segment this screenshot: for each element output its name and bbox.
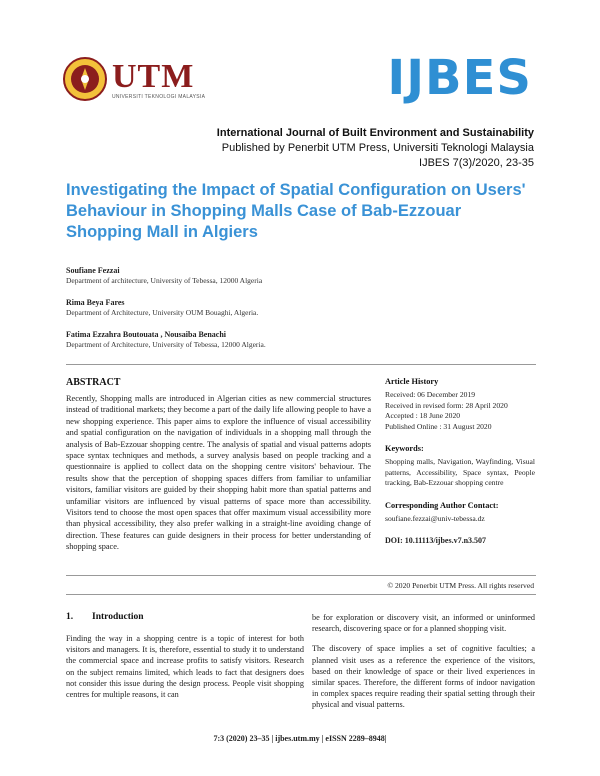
abstract-heading: ABSTRACT [66, 377, 121, 388]
author-name: Soufiane Fezzai [66, 266, 120, 275]
keywords-heading: Keywords: [385, 444, 424, 454]
contact-block [385, 501, 535, 525]
history-revised: Received in revised form: 28 April 2020 [385, 400, 508, 410]
section-number: 1. [66, 612, 74, 622]
body-column-left [66, 633, 304, 700]
doi-label: DOI: [385, 536, 403, 546]
body-column-right [312, 612, 535, 720]
abstract-text: Recently, Shopping malls are introduced in Algerian cities as new commercial structures instead of traditional markets; they become a part of the daily life allowing people to have a new shopping experience. This paper aims to explore the influence of visual accessibility and spatial configuration on the navigation of individuals in a shopping mall through the analysis of Bab-Ezzouar shopping centre. The analysis of spatial and visual patterns adopts space syntax techniques and methods, a survey analysis based on people tracking and a questionnaire is applied to collect data on the shopping centre visitors' behaviour. The results show that the perception of shopping spaces differs from familiar to unfamiliar visitors, familiar visitors are guided by their shopping habit more than spatial patterns and unfamiliar visitors are influenced by visual patterns of space more than accessibility. Visitors tend to choose the most open spaces that offer maximum visual accessibility more than physical accessibility, they also prefer walking in a straight-line avoiding change of direction. These features can guide designers in their process for better understanding of shopping space. [66, 394, 371, 552]
publisher-line: Published by Penerbit UTM Press, Universiti Teknologi Malaysia [221, 142, 534, 154]
author-affiliation: Department of Architecture, University of Tebessa, 12000 Algeria. [66, 340, 266, 349]
journal-meta [217, 126, 534, 171]
divider-copyright [66, 575, 536, 576]
author-entry [66, 330, 536, 350]
author-name: Fatima Ezzahra Boutouata , Nousaiba Benachi [66, 330, 227, 339]
author-entry [66, 266, 536, 286]
history-received: Received: 06 December 2019 [385, 390, 476, 400]
copyright-notice: © 2020 Penerbit UTM Press. All rights reserved [387, 581, 534, 590]
body-paragraph: The discovery of space implies a set of cognitive faculties; a planned visit uses as a reference the experience of the visitors, based on their knowledge of space or their lived experiences in similar spaces. Therefore, the different forms of indoor navigation in complex spaces require reading their spatial setting through their physical and visual patterns. [312, 644, 535, 710]
utm-logo-subtext: UNIVERSITI TEKNOLOGI MALAYSIA [112, 94, 206, 100]
contact-email-link[interactable]: soufiane.fezzai@univ-tebessa.dz [385, 514, 485, 524]
history-accepted: Accepted : 18 June 2020 [385, 411, 461, 421]
utm-seal-icon [62, 56, 108, 102]
keywords-text: Shopping malls, Navigation, Wayfinding, Visual patterns, Accessibility, Space syntax, People tracking, Bab-Ezzouar shopping centre [385, 457, 535, 488]
utm-logo [62, 56, 206, 106]
article-history [385, 377, 535, 432]
author-list [66, 266, 536, 362]
divider-bottom [66, 594, 536, 595]
author-name: Rima Beya Fares [66, 298, 125, 307]
doi-link[interactable]: 10.11113/ijbes.v7.n3.507 [404, 536, 487, 546]
author-affiliation: Department of architecture, University of Tebessa, 12000 Algeria [66, 276, 263, 285]
utm-logo-text: UTM [112, 58, 195, 95]
keywords-block [385, 444, 535, 489]
journal-logo: IJBES [387, 50, 532, 106]
history-heading: Article History [385, 377, 439, 386]
history-published: Published Online : 31 August 2020 [385, 421, 492, 431]
section-heading [66, 612, 144, 622]
divider-top [66, 364, 536, 365]
paper-title: Investigating the Impact of Spatial Configuration on Users' Behaviour in Shopping Malls Case of Bab-Ezzouar Shopping Mall in Algiers [66, 181, 526, 241]
author-affiliation: Department of Architecture, University OUM Bouaghi, Algeria. [66, 308, 259, 317]
body-paragraph: be for exploration or discovery visit, an informed or uninformed research, discovering space or for a planned shopping visit. [312, 613, 535, 634]
author-entry [66, 298, 536, 318]
section-title: Introduction [92, 612, 144, 622]
body-paragraph: Finding the way in a shopping centre is a topic of interest for both visitors and managers. It is, therefore, essential to study it to understand the commercial space and increase profits to satisfy visitors. Research on the subject remains limited, which leads to fact that designers does not consider this issue during the design process. People visit shopping centres for multiple reasons, it can [66, 634, 304, 700]
contact-heading: Corresponding Author Contact: [385, 500, 499, 510]
article-info-sidebar [385, 377, 535, 559]
doi-block [385, 536, 535, 546]
journal-name: International Journal of Built Environment and Sustainability [216, 127, 534, 139]
citation-line: IJBES 7(3)/2020, 23-35 [419, 157, 534, 169]
page-footer: 7:3 (2020) 23–35 | ijbes.utm.my | eISSN 2289–8948| [213, 734, 387, 743]
